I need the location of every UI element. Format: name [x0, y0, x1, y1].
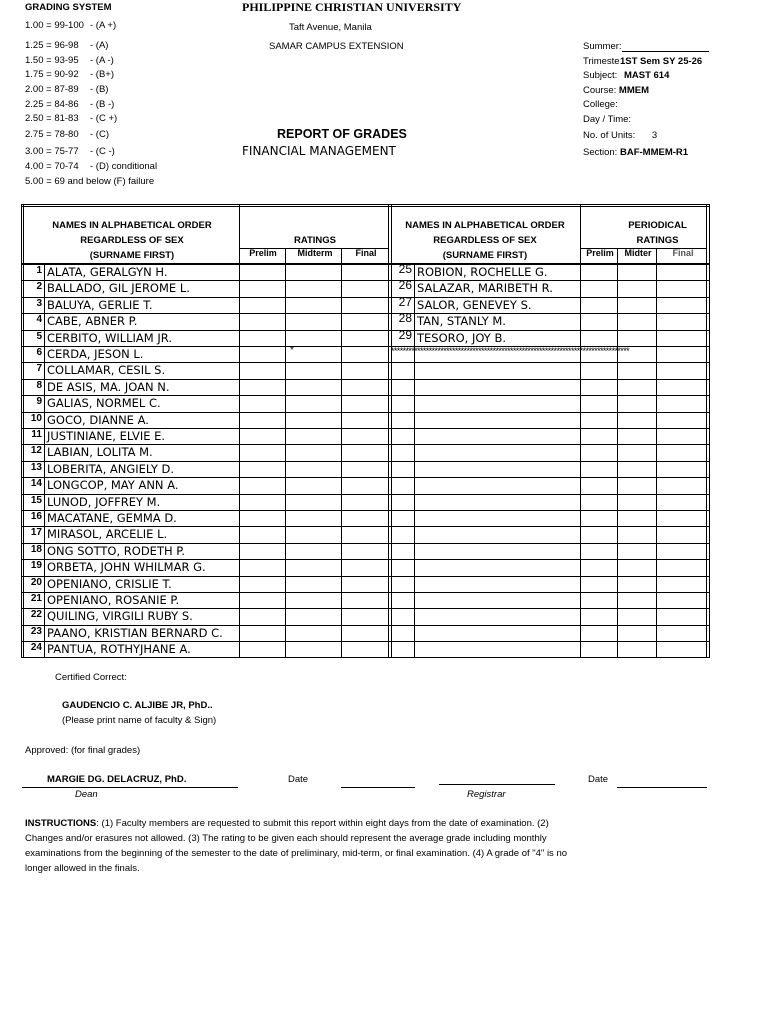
- student-name: GALIAS, NORMEL C.: [47, 396, 161, 411]
- row-number: 20: [30, 576, 42, 588]
- row-number: 8: [36, 379, 42, 391]
- registrar-signature-line: [439, 784, 555, 785]
- student-name: LOBERITA, ANGIELY D.: [47, 461, 175, 476]
- scale-grade: 3.00 = 75-77: [25, 146, 79, 157]
- row-number: 15: [30, 494, 42, 506]
- scale-grade: 2.00 = 87-89: [25, 84, 79, 95]
- row-number: 12: [30, 445, 42, 457]
- student-name: SALOR, GENEVEY S.: [417, 297, 532, 312]
- student-name: LONGCOP, MAY ANN A.: [47, 478, 179, 493]
- midterm-asterisk: *: [290, 345, 294, 356]
- grading-scale-row: [25, 20, 116, 31]
- row-number: 11: [31, 429, 42, 440]
- student-name: GOCO, DIANNE A.: [47, 412, 149, 427]
- end-of-list-marker: **********************************************************************************: [391, 346, 630, 356]
- trimester-field: [583, 56, 702, 67]
- student-name: BALLADO, GIL JEROME L.: [47, 281, 190, 296]
- student-name: TAN, STANLY M.: [417, 314, 506, 329]
- faculty-note: (Please print name of faculty & Sign): [62, 715, 217, 726]
- grid-vline: [706, 205, 707, 657]
- scale-equivalent: - (D) conditional: [90, 161, 158, 172]
- grading-scale-row: [25, 99, 114, 110]
- student-name: OPENIANO, ROSANIE P.: [47, 593, 180, 607]
- grid-hline: [239, 248, 389, 249]
- dean-signature-line: [22, 787, 238, 788]
- trimester-label: Trimeste: [583, 56, 620, 67]
- scale-grade: 2.75 = 78-80: [25, 129, 79, 140]
- left-ratings-header: RATINGS: [293, 235, 337, 246]
- right-header-line-2: REGARDLESS OF SEX: [433, 235, 537, 246]
- grading-scale-row: [25, 161, 157, 172]
- student-name: LUNOD, JOFFREY M.: [47, 494, 161, 509]
- units-value: 3: [651, 130, 658, 141]
- right-ratings-header: [582, 218, 709, 248]
- grid-vline: [656, 248, 657, 657]
- row-number: 23: [30, 625, 42, 637]
- campus-name: SAMAR CAMPUS EXTENSION: [269, 41, 404, 52]
- row-number: 1: [36, 265, 42, 276]
- subject-field: [583, 70, 669, 81]
- date-label: Date: [288, 774, 309, 785]
- row-number: 14: [30, 478, 42, 490]
- scale-grade: 4.00 = 70-74: [25, 161, 79, 172]
- college-field: [583, 99, 618, 110]
- student-name: DE ASIS, MA. JOAN N.: [47, 379, 170, 394]
- left-midterm-header: Midterm: [297, 248, 333, 258]
- daytime-label: Day / Time:: [583, 114, 632, 125]
- grid-vline: [285, 248, 286, 657]
- right-header-line-3: (SURNAME FIRST): [442, 250, 528, 261]
- row-number: 9: [36, 396, 42, 408]
- daytime-field: [583, 114, 631, 125]
- right-ratings-line-1: PERIODICAL: [628, 220, 687, 231]
- date-label-2: Date: [588, 774, 609, 785]
- row-number: 3: [36, 297, 42, 309]
- left-final-header: Final: [355, 248, 377, 258]
- date-line: [341, 787, 415, 788]
- student-name: QUILING, VIRGILI RUBY S.: [47, 609, 193, 624]
- left-header-line-1: NAMES IN ALPHABETICAL ORDER: [52, 220, 212, 231]
- grid-vline: [341, 248, 342, 657]
- section-value: BAF-MMEM-R1: [619, 147, 689, 158]
- scale-equivalent: - (B+): [90, 69, 115, 80]
- course-label: Course:: [583, 85, 617, 96]
- instructions: [25, 816, 585, 876]
- grid-vline: [239, 205, 240, 657]
- student-name: MIRASOL, ARCELIE L.: [47, 527, 168, 542]
- units-label: No. of Units:: [583, 130, 636, 141]
- left-header-line-3: (SURNAME FIRST): [89, 250, 175, 261]
- row-number: 10: [30, 412, 42, 424]
- grid-hline: [22, 206, 709, 207]
- student-name: CERBITO, WILLIAM JR.: [47, 330, 172, 345]
- subject-value: MAST 614: [623, 70, 670, 81]
- right-ratings-line-2: RATINGS: [636, 235, 679, 246]
- section-label: Section:: [583, 147, 618, 158]
- college-label: College:: [583, 99, 618, 110]
- row-number: 28: [398, 311, 412, 326]
- row-number: 6: [36, 347, 42, 358]
- faculty-name: GAUDENCIO C. ALJIBE JR, PhD..: [62, 700, 213, 711]
- scale-equivalent: - (C): [90, 129, 109, 140]
- scale-grade: 2.25 = 84-86: [25, 99, 79, 110]
- units-field: [583, 130, 657, 141]
- scale-grade: 1.00 = 99-100: [25, 20, 84, 31]
- right-prelim-header: Prelim: [586, 248, 614, 258]
- grading-scale-row: [25, 146, 115, 157]
- right-final-header: Final: [672, 248, 694, 258]
- left-names-header: [24, 218, 240, 263]
- right-midterm-header: Midter: [624, 248, 652, 258]
- student-name: JUSTINIANE, ELVIE E.: [47, 429, 166, 443]
- student-name: MACATANE, GEMMA D.: [47, 511, 177, 525]
- course-value: MMEM: [618, 85, 649, 96]
- subject-label: Subject:: [583, 70, 618, 81]
- student-name: PANTUA, ROTHYJHANE A.: [47, 642, 191, 657]
- university-name: PHILIPPINE CHRISTIAN UNIVERSITY: [242, 0, 462, 14]
- student-name: ROBION, ROCHELLE G.: [417, 265, 548, 279]
- student-name: ONG SOTTO, RODETH P.: [47, 543, 186, 558]
- row-number: 2: [36, 281, 42, 293]
- scale-grade: 1.50 = 93-95: [25, 55, 79, 66]
- grading-scale-row: [25, 40, 108, 51]
- dean-name: MARGIE DG. DELACRUZ, PhD.: [47, 774, 187, 785]
- grading-scale-row: [25, 55, 114, 66]
- grading-scale-row: [25, 176, 154, 187]
- row-number: 5: [36, 330, 42, 342]
- scale-equivalent: - (A): [90, 40, 109, 51]
- row-number: 29: [398, 327, 412, 342]
- student-name: ALATA, GERALGYN H.: [47, 265, 168, 279]
- scale-grade: 2.50 = 81-83: [25, 113, 79, 124]
- summer-label: Summer:: [583, 41, 622, 52]
- grading-scale-row: [25, 69, 114, 80]
- row-number: 16: [30, 511, 42, 522]
- grading-scale-row: [25, 84, 108, 95]
- student-name: SALAZAR, MARIBETH R.: [417, 281, 553, 296]
- row-number: 25: [398, 262, 412, 276]
- row-number: 17: [30, 527, 42, 539]
- row-number: 26: [398, 278, 412, 293]
- instructions-label: INSTRUCTIONS: [25, 818, 97, 829]
- row-number: 18: [30, 543, 42, 555]
- grading-system-title: GRADING SYSTEM: [25, 2, 112, 13]
- grid-vline: [617, 248, 618, 657]
- row-number: 27: [398, 294, 412, 309]
- student-name: BALUYA, GERLIE T.: [47, 297, 153, 312]
- approved-label: Approved: (for final grades): [25, 745, 141, 756]
- date-line-2: [617, 787, 707, 788]
- row-number: 21: [30, 593, 42, 604]
- student-name: TESORO, JOY B.: [417, 330, 507, 345]
- registrar-title: Registrar: [467, 789, 506, 800]
- report-title: REPORT OF GRADES: [277, 127, 407, 141]
- student-name: PAANO, KRISTIAN BERNARD C.: [47, 625, 223, 640]
- trimester-value: 1ST Sem SY 25-26: [620, 56, 703, 67]
- student-name: LABIAN, LOLITA M.: [47, 445, 153, 460]
- row-number: 13: [30, 461, 42, 473]
- summer-field: [583, 41, 622, 52]
- left-header-line-2: REGARDLESS OF SEX: [80, 235, 184, 246]
- row-number: 19: [30, 560, 42, 572]
- student-name: CABE, ABNER P.: [47, 314, 138, 329]
- dean-title: Dean: [75, 789, 98, 800]
- scale-equivalent: - (B -): [90, 99, 115, 110]
- scale-equivalent: - (A +): [90, 20, 117, 31]
- grid-vline: [580, 205, 581, 657]
- row-number: 4: [36, 314, 42, 326]
- student-name: CERDA, JESON L.: [47, 347, 144, 361]
- scale-equivalent: - (C -): [90, 146, 115, 157]
- summer-underline: [622, 51, 709, 52]
- student-name: ORBETA, JOHN WHILMAR G.: [47, 560, 206, 575]
- scale-equivalent: - (C +): [90, 113, 118, 124]
- row-number: 7: [36, 363, 42, 375]
- row-number: 24: [30, 642, 42, 654]
- right-header-line-1: NAMES IN ALPHABETICAL ORDER: [405, 220, 565, 231]
- student-name: OPENIANO, CRISLIE T.: [47, 576, 172, 591]
- scale-grade: 5.00 = 69 and below (F) failure: [25, 176, 155, 187]
- grade-table: [21, 204, 710, 658]
- scale-grade: 1.75 = 90-92: [25, 69, 79, 80]
- row-number: 22: [30, 609, 42, 621]
- right-names-header: [390, 218, 580, 263]
- university-address: Taft Avenue, Manila: [289, 22, 372, 33]
- grading-scale-row: [25, 113, 117, 124]
- scale-equivalent: - (B): [90, 84, 109, 95]
- scale-grade: 1.25 = 96-98: [25, 40, 79, 51]
- subject-title: FINANCIAL MANAGEMENT: [242, 144, 396, 158]
- certified-label: Certified Correct:: [55, 672, 127, 683]
- instructions-text: : (1) Faculty members are requested to submit this report within eight days from the date of examination. (2) Changes and/or erasures not allowed. (3) The rating to be given each should represent the average grade including monthly examinations from the beginning of the semester to the date of preliminary, mid-term, or final examination. (4) A grade of "4" is no longer allowed in the finals.: [25, 818, 568, 874]
- grid-hline: [580, 248, 707, 249]
- left-prelim-header: Prelim: [249, 248, 277, 258]
- course-field: [583, 85, 649, 96]
- section-field: [583, 147, 688, 158]
- scale-equivalent: - (A -): [90, 55, 114, 66]
- grading-scale-row: [25, 129, 109, 140]
- student-name: COLLAMAR, CESIL S.: [47, 363, 166, 378]
